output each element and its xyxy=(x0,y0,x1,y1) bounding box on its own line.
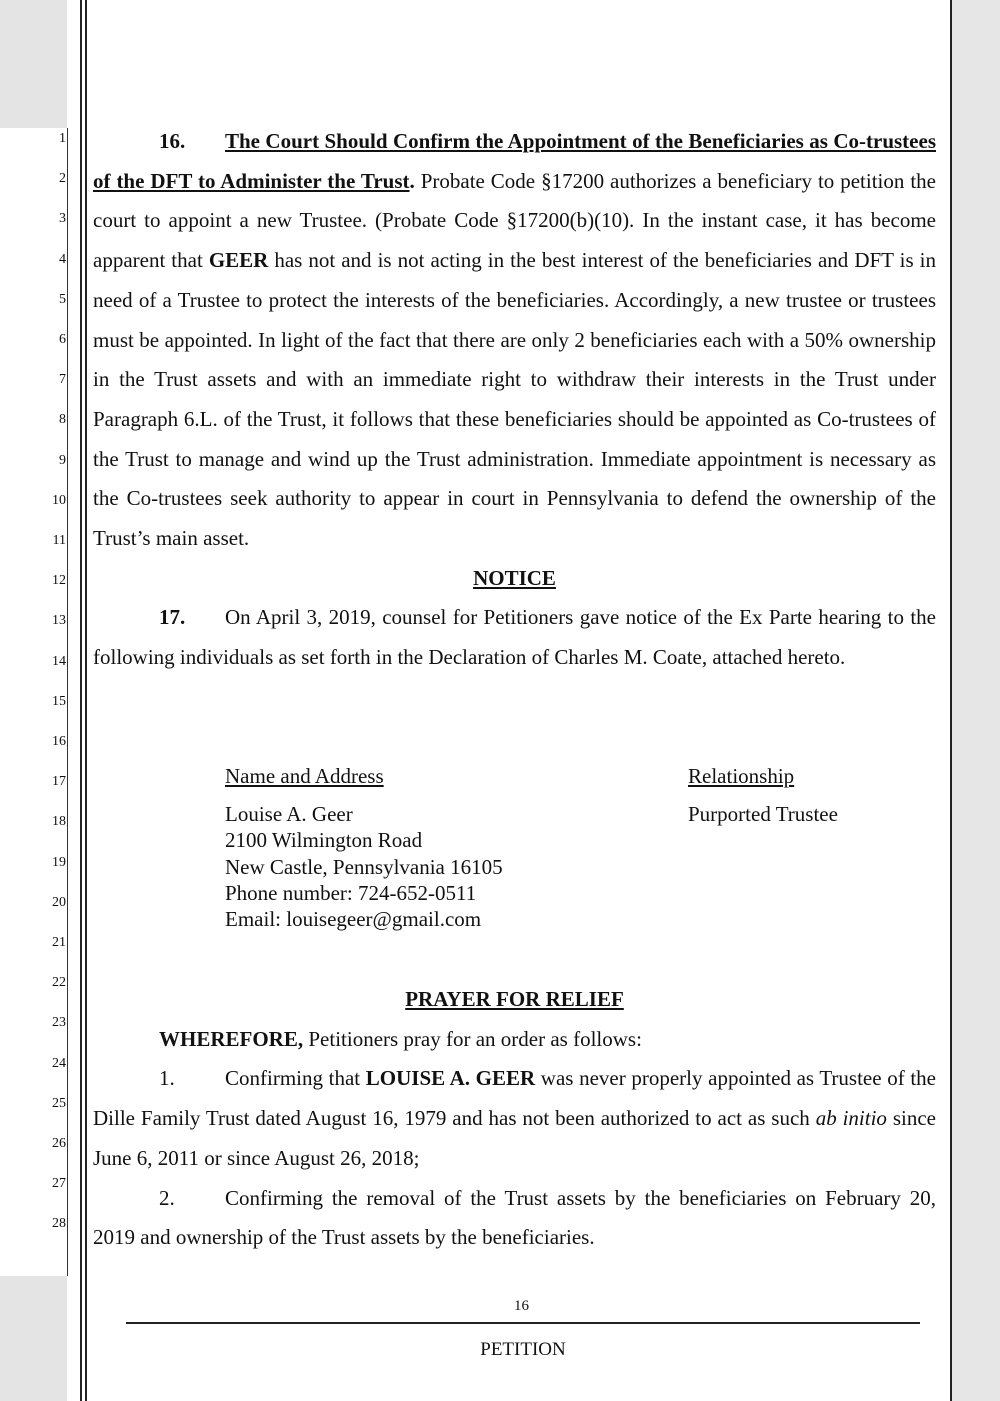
line-number: 2 xyxy=(59,171,66,187)
line-number: 18 xyxy=(52,814,66,830)
footer-title: PETITION xyxy=(480,1339,566,1360)
line-number: 4 xyxy=(59,251,66,267)
prayer-heading: PRAYER FOR RELIEF xyxy=(405,987,624,1011)
prayer-item-2: 2. Confirming the removal of the Trust assets by the beneficiaries on February 20, 2019 and ownership of the Trust assets by the beneficiaries. xyxy=(93,1185,936,1250)
relationship-column xyxy=(688,760,928,827)
page-number: 16 xyxy=(514,1298,529,1314)
party-name: GEER xyxy=(208,248,269,273)
name-address-column xyxy=(225,760,625,932)
address-line: Louise A. Geer xyxy=(225,802,353,826)
margin-rule-left-1 xyxy=(80,0,82,1401)
paragraph-number: 16. xyxy=(159,129,186,153)
line-number: 7 xyxy=(59,372,66,388)
line-number: 1 xyxy=(59,131,66,146)
line-number: 21 xyxy=(52,935,66,950)
paragraph-17: 17. On April 3, 2019, counsel for Petitioners gave notice of the Ex Parte hearing to the following individuals as set forth in the Declaration of Charles M. Coate, attached hereto. xyxy=(93,598,936,677)
line-number: 14 xyxy=(52,653,66,669)
wherefore-line: WHEREFORE, Petitioners pray for an order as follows: xyxy=(159,1026,642,1051)
line-number: 17 xyxy=(52,774,66,790)
margin-rule-left-2 xyxy=(85,0,87,1401)
line-number: 13 xyxy=(52,613,66,629)
line-number: 12 xyxy=(52,573,66,589)
line-number: 22 xyxy=(52,975,66,991)
line-number: 10 xyxy=(52,492,66,508)
line-number: 11 xyxy=(52,533,66,548)
address-line: New Castle, Pennsylvania 16105 xyxy=(225,854,503,879)
line-number: 24 xyxy=(52,1055,66,1071)
margin-shade-right xyxy=(952,0,1000,1401)
relationship-value: Purported Trustee xyxy=(688,802,838,826)
margin-shade-top xyxy=(0,0,67,128)
address-line: Phone number: 724-652-0511 xyxy=(225,880,477,905)
line-number: 8 xyxy=(59,412,66,428)
prayer-item-1: 1. Confirming that LOUISE A. GEER was never properly appointed as Trustee of the Dille Family Trust dated August 16, 1979 and has not been authorized to act as such ab initio since June 6, 2011 or since August 26, 2018; xyxy=(93,1066,936,1170)
line-number: 6 xyxy=(59,332,66,347)
line-number: 25 xyxy=(52,1095,66,1111)
address-block xyxy=(225,801,625,932)
line-number: 23 xyxy=(52,1015,66,1031)
notice-heading: NOTICE xyxy=(473,565,556,590)
relationship-header: Relationship xyxy=(688,764,795,788)
paragraph-title: The Court Should Confirm the Appointment of the Beneficiaries as Co-trustees of the DFT to Administer the Trust xyxy=(93,129,936,193)
line-number: 16 xyxy=(52,734,66,749)
line-number: 27 xyxy=(52,1176,66,1192)
line-number: 20 xyxy=(52,894,66,910)
prayer-section xyxy=(93,980,936,1258)
paragraph-number: 17. xyxy=(159,605,186,630)
footer-rule xyxy=(126,1322,920,1324)
address-line: 2100 Wilmington Road xyxy=(225,828,423,853)
line-number: 28 xyxy=(52,1216,66,1232)
address-line: Email: louisegeer@gmail.com xyxy=(225,907,482,932)
line-number: 26 xyxy=(52,1136,66,1151)
margin-rule-right xyxy=(950,0,952,1401)
line-number: 9 xyxy=(59,452,66,468)
line-number: 5 xyxy=(59,291,66,307)
line-number: 19 xyxy=(52,854,66,870)
line-number: 3 xyxy=(59,211,66,227)
name-address-header: Name and Address xyxy=(225,764,384,788)
document-body xyxy=(93,122,936,678)
paragraph-16: 16. The Court Should Confirm the Appointment of the Beneficiaries as Co-trustees of the DFT to Administer the Trust. Probate Code §17200 authorizes a beneficiary to petition the court to appoint a new Trustee. (Probate Code §17200(b)(10). In the instant case, it has become apparent that GEER has not and is not acting in the best interest of the beneficiaries and DFT is in need of a Trustee to protect the interests of the beneficiaries. Accordingly, a new trustee or trustees must be appointed. In light of the fact that there are only 2 beneficiaries each with a 50% ownership in the Trust assets and with an immediate right to withdraw their interests in the Trust under Paragraph 6.L. of the Trust, it follows that these beneficiaries should be appointed as Co-trustees of the Trust to manage and wind up the Trust administration. Immediate appointment is necessary as the Co-trustees seek authority to appear in court in Pennsylvania to defend the ownership of the Trust’s main asset. xyxy=(93,122,936,559)
line-number: 15 xyxy=(52,693,66,709)
